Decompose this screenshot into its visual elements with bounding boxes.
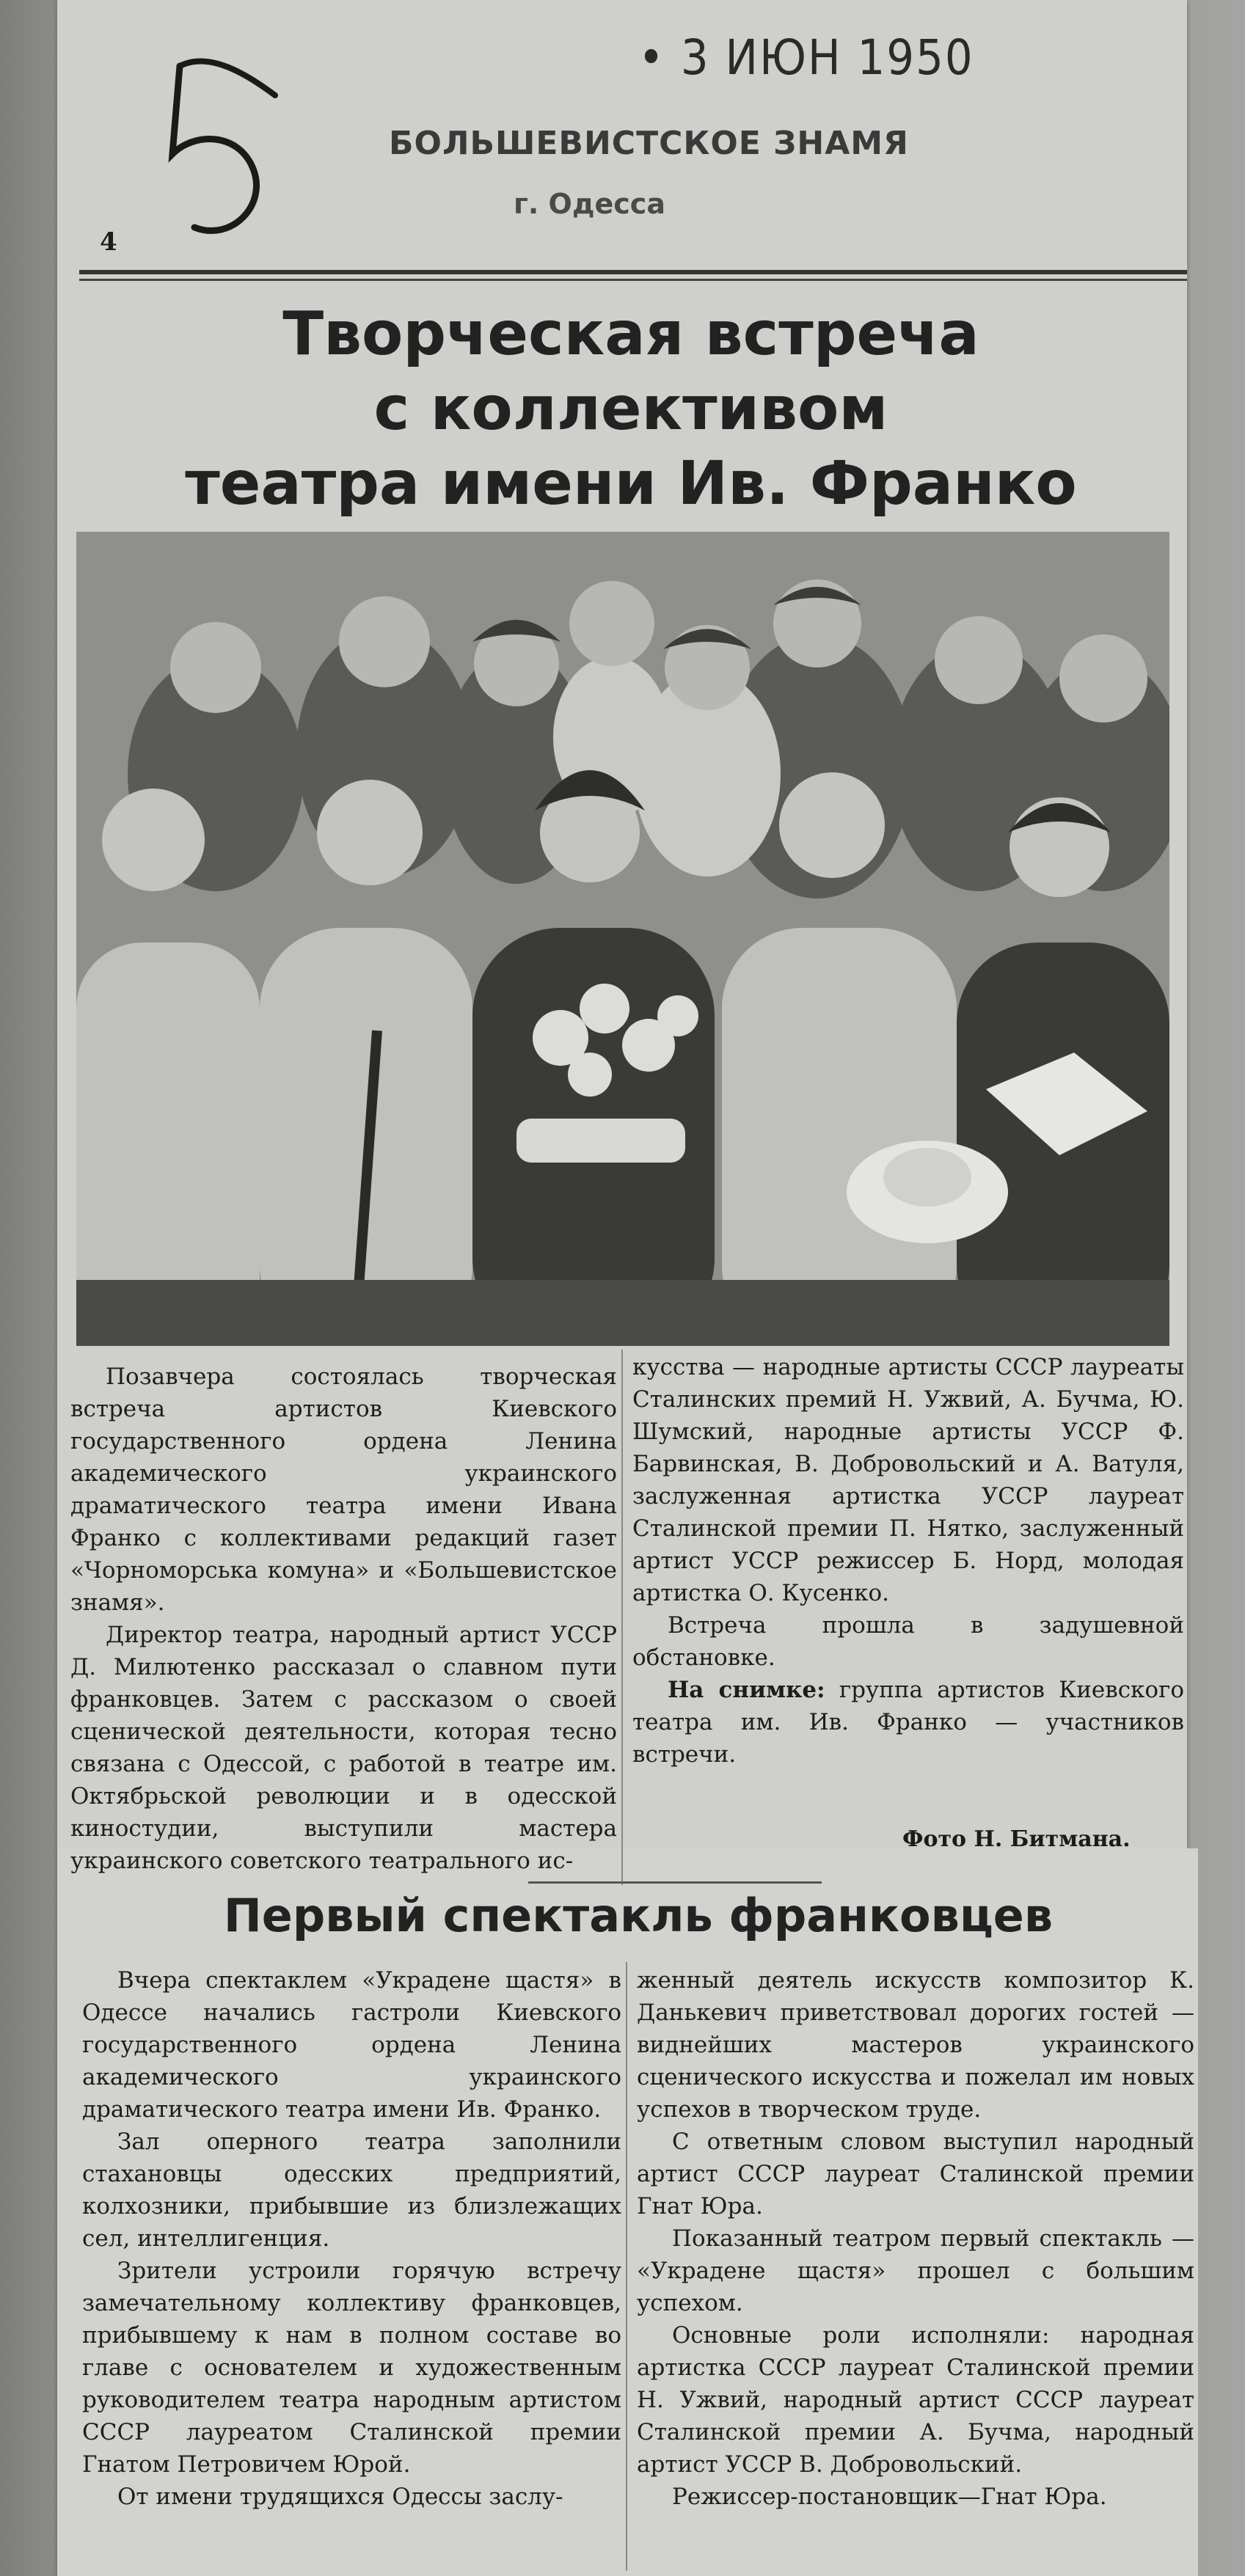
article2-paragraph: Основные роли исполняли: народная артистка СССР лауреат Сталинской премии Н. Ужвий, народный артист СССР лауреат Сталинской премии А. Бучма, народный артист УССР В. Добровольский.: [637, 2322, 1194, 2478]
article2-paragraph: Показанный театром первый спектакль — «Украдене щастя» прошел с большим успехом.: [637, 2225, 1194, 2316]
headline-line-1: Творческая встреча: [282, 299, 979, 369]
masthead-rule: [79, 270, 1187, 274]
column-divider: [621, 1350, 623, 1885]
article2-paragraph: Зрители устроили горячую встречу замечательному коллективу франковцев, прибывшему к нам в полном составе во главе с основателем и художественным руководителем театра народным артистом СССР лауреатом Сталинской премии Гнатом Петровичем Юрой.: [82, 2258, 621, 2478]
photo-credit: Фото Н. Битмана.: [902, 1826, 1131, 1852]
article2-paragraph: женный деятель искусств композитор К. Данькевич приветствовал дорогих гостей — виднейших мастеров украинского сценического искусства и пожелал им новых успехов в творческом труде.: [637, 1967, 1194, 2123]
city-stamp: г. Одесса: [514, 188, 665, 220]
article2-paragraph: С ответным словом выступил народный артист СССР лауреат Сталинской премии Гнат Юра.: [637, 2129, 1194, 2220]
article1-paragraph: Позавчера состоялась творческая встреча артистов Киевского государственного ордена Ленина академического украинского драматического театра имени Ивана Франко с коллективами редакций газет «Чорноморська комуна» и «Большевистское знамя».: [70, 1364, 617, 1616]
article2-paragraph: Зал оперного театра заполнили стахановцы одесских предприятий, колхозники, прибывшие из близлежащих сел, интеллигенция.: [82, 2129, 621, 2252]
article1-paragraph: Встреча прошла в задушевной обстановке.: [632, 1612, 1184, 1671]
newspaper-name-stamp: БОЛЬШЕВИСТСКОЕ ЗНАМЯ: [389, 125, 909, 162]
photo-caption: [632, 1674, 1184, 1771]
headline-line-3: театра имени Ив. Франко: [185, 449, 1077, 519]
handwritten-number-mark: [150, 44, 282, 249]
article1-headline: [103, 297, 1159, 522]
article2-left-column: [82, 1964, 621, 2513]
column-divider: [626, 1962, 627, 2571]
article1-right-column: [632, 1351, 1184, 1771]
article2-paragraph: Режиссер-постановщик—Гнат Юра.: [672, 2484, 1107, 2510]
article2-right-column: [637, 1964, 1194, 2513]
masthead-rule-thin: [79, 279, 1187, 281]
article1-paragraph: кусства — народные артисты СССР лауреаты Сталинских премий Н. Ужвий, А. Бучма, Ю. Шумский, народные артисты УССР Ф. Барвинская, В. Добровольский и А. Ватуля, заслуженная артистка УССР лауреат Сталинской премии П. Нятко, заслуженный артист УССР режиссер Б. Норд, молодая артистка О. Кусенко.: [632, 1354, 1184, 1606]
article2-headline: Первый спектакль франковцев: [223, 1889, 1054, 1942]
article-divider: [528, 1881, 822, 1884]
article2-paragraph: От имени трудящихся Одессы заслу-: [117, 2484, 563, 2510]
date-stamp: • 3 ИЮН 1950: [638, 29, 974, 86]
group-photo: [76, 532, 1169, 1346]
headline-line-2: с коллективом: [373, 374, 888, 444]
article1-left-column: [70, 1361, 617, 1877]
caption-text: группа артистов Киевского театра им. Ив. Франко — участников встречи.: [632, 1677, 1184, 1768]
article1-paragraph: Директор театра, народный артист УССР Д. Милютенко рассказал о славном пути франковцев. Затем с рассказом о своей сценической деятельности, которая тесно связана с Одессой, с работой в театре им. Октябрьской революции и в одесской киностудии, выступили мастера украинского советского театрального ис-: [70, 1622, 617, 1874]
page-number: 4: [100, 227, 117, 257]
caption-lead: На снимке:: [668, 1677, 825, 1703]
group-photo-figures: [76, 532, 1169, 1346]
article2-paragraph: Вчера спектаклем «Украдене щастя» в Одессе начались гастроли Киевского государственного ордена Ленина академического украинского драматического театра имени Ив. Франко.: [82, 1967, 621, 2123]
